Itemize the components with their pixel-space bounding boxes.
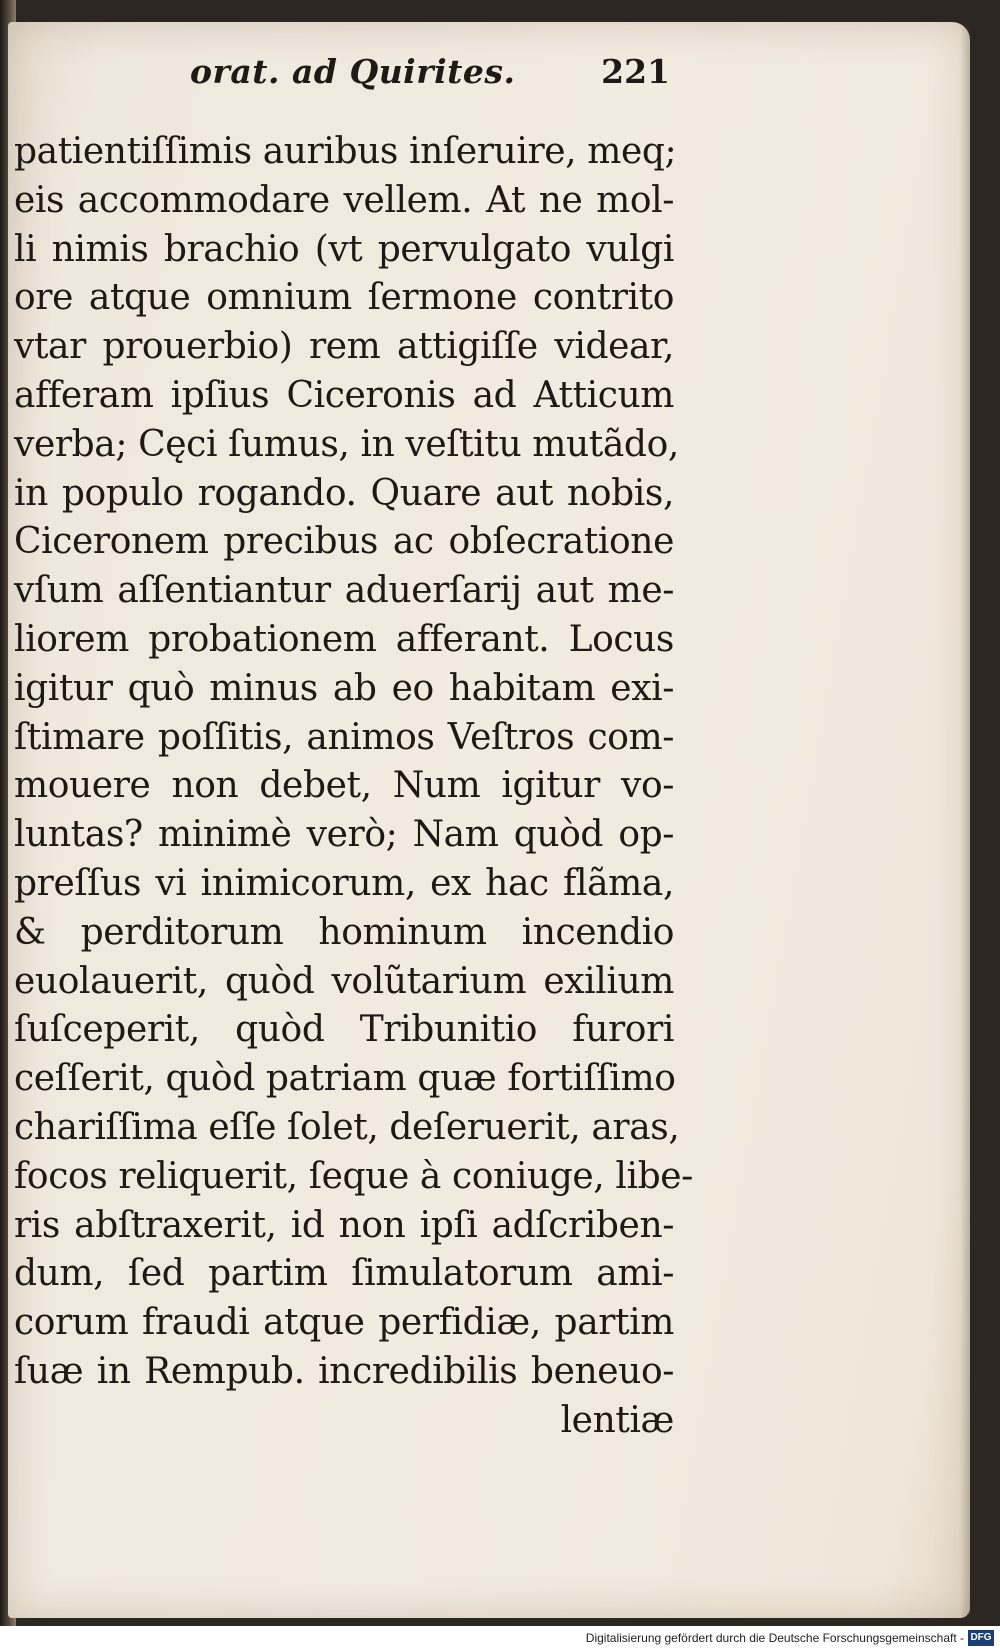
text-line: ore atque omnium ſermone contrito [14,277,674,319]
text-line: corum fraudi atque perfidiæ, partim [14,1302,674,1344]
running-head: orat. ad Quirites. [190,52,516,91]
text-line: mouere non debet, Num igitur vo- [14,765,674,807]
text-line: dum, ſed partim ſimulatorum ami- [14,1253,674,1295]
text-line: ſuæ in Rempub. incredibilis beneuo- [14,1350,674,1392]
text-line: preſſus vi inimicorum, ex hac flãma, [14,862,674,904]
catchword: lentiæ [560,1399,674,1441]
text-line: vſum aſſentiantur aduerſarij aut me- [14,570,674,612]
text-line: vtar prouerbio) rem attigiſſe videar, [14,326,674,368]
text-line: euolauerit, quòd volũtarium exilium [14,960,674,1002]
funding-credit: Digitalisierung gefördert durch die Deutsche Forschungsgemeinschaft - [585,1631,964,1645]
text-line: Ciceronem precibus ac obſecratione [14,521,674,563]
text-line: luntas? minimè verò; Nam quòd op- [14,814,674,856]
text-line: igitur quò minus ab eo habitam exi- [14,667,674,709]
page-number: 221 [601,52,670,91]
text-line: chariſſima eſſe ſolet, deſeruerit, aras, [14,1106,680,1148]
text-line: ceſſerit, quòd patriam quæ fortiſſimo [14,1058,676,1100]
text-line: in populo rogando. Quare aut nobis, [14,472,674,514]
text-line: liorem probationem afferant. Locus [14,618,674,660]
page-edge-shadow [960,22,970,1618]
text-line: verba; Cęci ſumus, in veſtitu mutãdo, [14,423,679,465]
text-line: afferam ipſius Ciceronis ad Atticum [14,374,674,416]
text-line: focos reliquerit, ſeque à coniuge, libe- [14,1155,693,1197]
text-line: patientiſſimis auribus inſeruire, meq; [14,131,677,172]
text-line: ſtimare poſſitis, animos Veſtros com- [14,716,674,758]
page-header [190,52,670,112]
text-line: & perditorum hominum incendio [14,911,674,953]
text-line: ris abſtraxerit, id non ipſi adſcriben- [14,1204,674,1246]
dfg-logo-icon: DFG [968,1630,994,1646]
text-line: ſuſceperit, quòd Tribunitio furori [14,1009,674,1051]
body-text [14,128,693,1446]
text-line: li nimis brachio (vt pervulgato vulgi [14,228,674,270]
text-line: eis accommodare vellem. At ne mol- [14,179,674,221]
digitization-footer [0,1626,1000,1652]
